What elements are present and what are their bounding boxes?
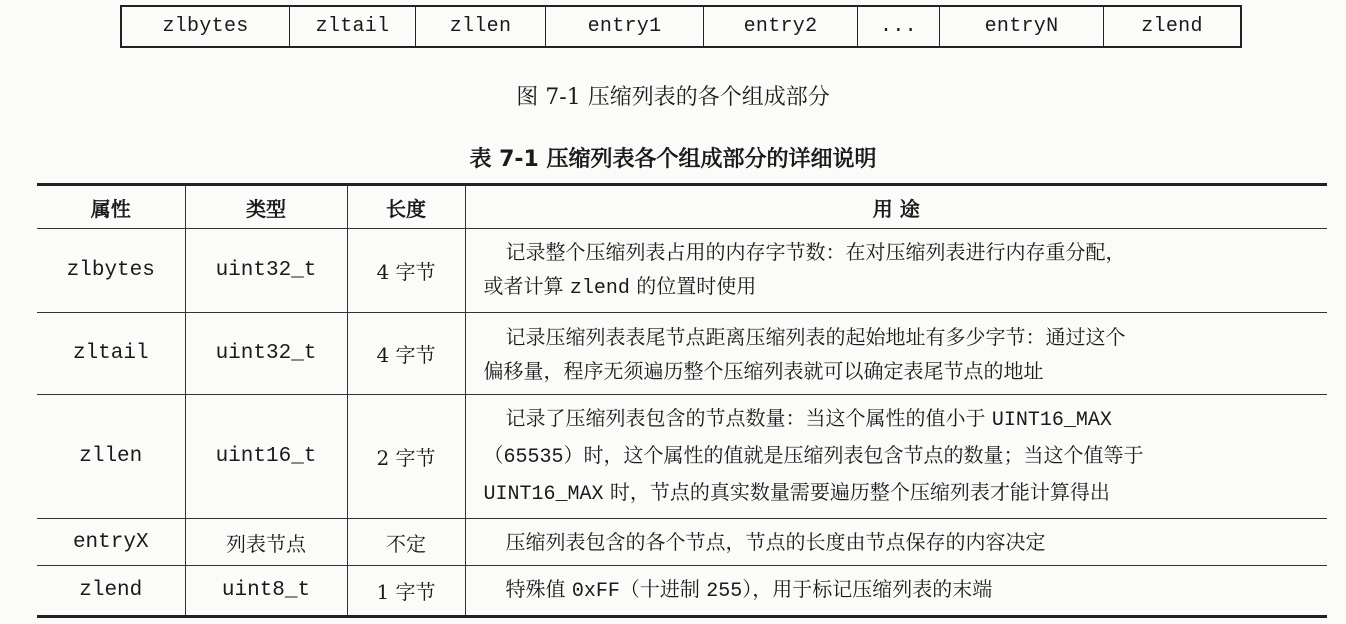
table-row [37, 395, 1327, 519]
cell-usage [465, 566, 1327, 617]
usage-text: 记录了压缩列表包含的节点数量：当这个属性的值小于 [505, 406, 992, 430]
code-token: 255 [706, 580, 743, 603]
header-length: 长度 [347, 185, 465, 229]
ziplist-segment: entry1 [546, 7, 704, 46]
usage-text: 压缩列表包含的各个节点，节点的长度由节点保存的内容决定 [505, 530, 1046, 554]
code-token: UINT16_MAX [991, 409, 1112, 432]
usage-text: 的位置时使用 [629, 274, 757, 298]
ziplist-segment: entryN [940, 7, 1104, 46]
cell-usage [465, 395, 1327, 519]
usage-line [484, 572, 1312, 609]
ziplist-segment: zlbytes [122, 7, 290, 46]
cell-attr: entryX [37, 519, 185, 566]
code-token: 0xFF [571, 580, 620, 603]
usage-line [484, 235, 1312, 269]
usage-text: 特殊值 [505, 577, 572, 601]
table-body [37, 229, 1327, 617]
cell-usage [465, 229, 1327, 313]
table-row [37, 566, 1327, 617]
header-attr: 属性 [37, 185, 185, 229]
usage-line [484, 320, 1312, 354]
table-header-row [37, 185, 1327, 229]
code-token: 65535 [503, 446, 564, 469]
cell-usage [465, 519, 1327, 566]
usage-text: 记录压缩列表表尾节点距离压缩列表的起始地址有多少字节：通过这个 [505, 324, 1126, 349]
cell-usage [465, 313, 1327, 395]
usage-line [484, 354, 1312, 388]
usage-text: （ [483, 443, 504, 467]
cell-attr: zltail [37, 313, 185, 395]
table-caption: 表 7-1 压缩列表各个组成部分的详细说明 [469, 147, 877, 172]
cell-attr: zlend [37, 566, 185, 617]
ziplist-segment: zllen [416, 7, 546, 46]
cell-type: uint8_t [185, 566, 347, 617]
header-type: 类型 [185, 185, 347, 229]
cell-length: 4 字节 [347, 313, 465, 395]
cell-type: uint32_t [185, 229, 347, 313]
usage-line [484, 475, 1312, 512]
cell-length: 4 字节 [347, 229, 465, 313]
figure-caption: 图 7-1 压缩列表的各个组成部分 [516, 85, 830, 110]
usage-text: 或者计算 [483, 274, 570, 298]
cell-length: 1 字节 [347, 566, 465, 617]
usage-line [484, 438, 1312, 475]
cell-type: uint16_t [185, 395, 347, 519]
code-token: UINT16_MAX [483, 483, 604, 506]
usage-text: ），用于标记压缩列表的末端 [742, 577, 993, 601]
ziplist-segment: zltail [290, 7, 416, 46]
ziplist-segment: ... [858, 7, 940, 46]
table-row [37, 229, 1327, 313]
table-row [37, 313, 1327, 395]
usage-line [484, 269, 1312, 306]
usage-text: 偏移量，程序无须遍历整个压缩列表就可以确定表尾节点的地址 [483, 358, 1044, 383]
ziplist-segment: entry2 [704, 7, 858, 46]
ziplist-layout-diagram [120, 5, 1242, 48]
cell-attr: zlbytes [37, 229, 185, 313]
table-row [37, 519, 1327, 566]
usage-line [484, 525, 1312, 559]
cell-type: uint32_t [185, 313, 347, 395]
code-token: zlend [569, 277, 630, 300]
usage-text: （十进制 [619, 577, 707, 601]
cell-length: 2 字节 [347, 395, 465, 519]
usage-line [484, 401, 1312, 438]
cell-length: 不定 [347, 519, 465, 566]
ziplist-segment: zlend [1141, 15, 1203, 38]
cell-type: 列表节点 [185, 519, 347, 566]
usage-text: 时，节点的真实数量需要遍历整个压缩列表才能计算得出 [603, 480, 1110, 504]
cell-attr: zllen [37, 395, 185, 519]
ziplist-fields-table [37, 183, 1327, 618]
header-usage: 用 途 [465, 185, 1327, 229]
usage-text: 记录整个压缩列表占用的内存字节数：在对压缩列表进行内存重分配， [505, 240, 1126, 264]
usage-text: ）时，这个属性的值就是压缩列表包含节点的数量；当这个值等于 [563, 443, 1144, 467]
